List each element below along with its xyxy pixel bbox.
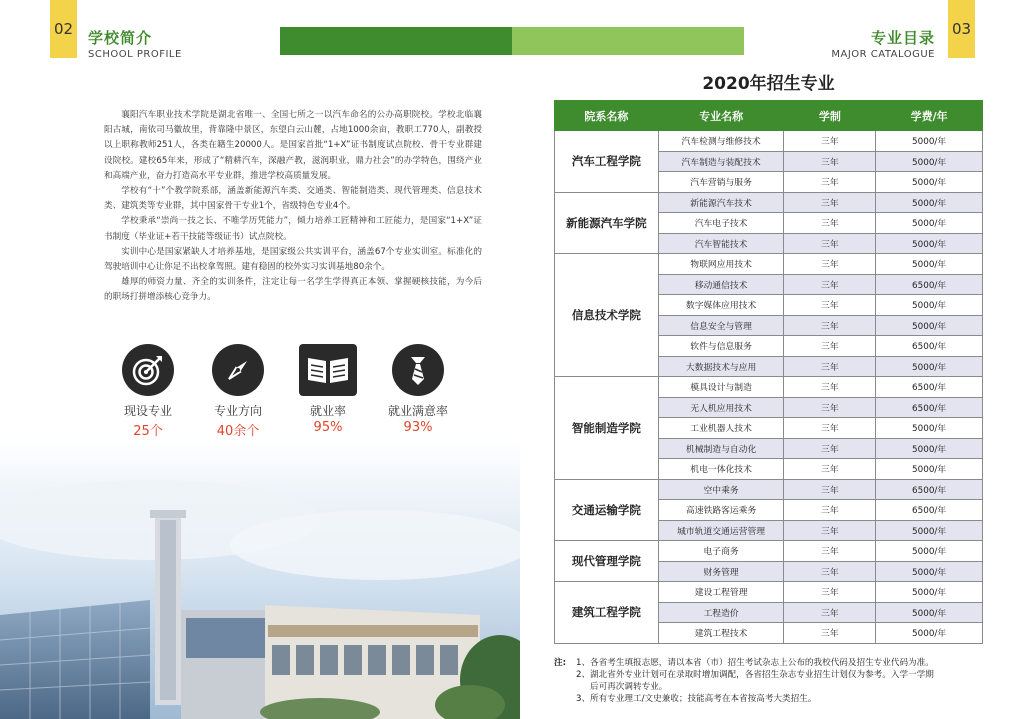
major-name-cell: 数字媒体应用技术 [658, 295, 784, 316]
duration-cell: 三年 [784, 561, 876, 582]
fee-cell: 5000/年 [876, 418, 983, 439]
stat-value: 93% [403, 420, 433, 435]
intro-paragraph: 雄厚的师资力量、齐全的实训条件，注定让每一名学生学得真正本领、掌握硬核技能，为今后的职场打拼增添核心竞争力。 [104, 277, 482, 303]
college-name-cell: 交通运输学院 [555, 479, 659, 541]
college-name-cell: 智能制造学院 [555, 377, 659, 480]
stat-value: 95% [313, 420, 343, 435]
footnote-label: 注: [554, 658, 567, 668]
table-row [555, 254, 983, 275]
major-name-cell: 工程造价 [658, 602, 784, 623]
campus-photo [0, 440, 520, 719]
major-name-cell: 模具设计与制造 [658, 377, 784, 398]
table-header-row [555, 101, 983, 131]
duration-cell: 三年 [784, 131, 876, 152]
major-name-cell: 机械制造与自动化 [658, 438, 784, 459]
section-title-cn: 学校简介 [88, 29, 153, 47]
stats-row [108, 344, 458, 439]
compass-icon [212, 344, 264, 396]
duration-cell: 三年 [784, 192, 876, 213]
fee-cell: 6500/年 [876, 479, 983, 500]
intro-paragraph: 实训中心是国家紧缺人才培养基地，是国家级公共实训平台，涵盖67个专业实训室。标准化的驾驶培训中心让你足不出校拿驾照。建有稳固的校外实习实训基地80余个。 [104, 246, 482, 273]
duration-cell: 三年 [784, 274, 876, 295]
college-name-cell: 汽车工程学院 [555, 131, 659, 193]
stat-satisfaction [378, 344, 458, 439]
table-row [555, 541, 983, 562]
intro-paragraph: 襄阳汽车职业技术学院是湖北省唯一、全国七所之一以汽车命名的公办高职院校。学校北临襄阳古城，南依司马徽故里，背靠隆中景区，东望白云山麓，占地1000余亩，教职工770人，副教授以上职称教师251人，各类在籍生20000人。是国家首批“1+X”证书制度试点院校、骨干专业群建设院校。建校65年来，形成了“精耕汽车，深融产教，滋润职业，鼎力社会”的办学特色，围绕产业和高端产业，奋力打造高水平专业群，推进学校高质量发展。 [104, 110, 482, 181]
table-row [555, 377, 983, 398]
major-name-cell: 软件与信息服务 [658, 336, 784, 357]
majors-table-body [555, 131, 983, 644]
fee-cell: 5000/年 [876, 315, 983, 336]
major-name-cell: 大数据技术与应用 [658, 356, 784, 377]
page-number-right: 03 [948, 0, 975, 58]
duration-cell: 三年 [784, 254, 876, 275]
duration-cell: 三年 [784, 356, 876, 377]
footnote-text: 3、所有专业理工/文史兼收；技能高考在本省按高考大类招生。 [576, 694, 817, 704]
footnote-text: 后可再次调转专业。 [590, 682, 668, 692]
col-header-major: 专业名称 [658, 101, 784, 131]
duration-cell: 三年 [784, 172, 876, 193]
fee-cell: 6500/年 [876, 336, 983, 357]
fee-cell: 6500/年 [876, 500, 983, 521]
footnote-text: 1、各省考生填报志愿，请以本省（市）招生考试杂志上公布的我校代码及招生专业代码为准。 [576, 658, 934, 668]
fee-cell: 5000/年 [876, 131, 983, 152]
table-row [555, 131, 983, 152]
page-number-left: 02 [50, 0, 77, 58]
header-bar-light [512, 27, 744, 55]
catalogue-title-en: MAJOR CATALOGUE [831, 49, 935, 60]
college-name-cell: 现代管理学院 [555, 541, 659, 582]
section-header-left [88, 27, 182, 60]
tie-icon [392, 344, 444, 396]
major-name-cell: 物联网应用技术 [658, 254, 784, 275]
header-bar-dark [280, 27, 512, 55]
college-name-cell: 新能源汽车学院 [555, 192, 659, 254]
target-icon [122, 344, 174, 396]
major-name-cell: 财务管理 [658, 561, 784, 582]
duration-cell: 三年 [784, 295, 876, 316]
footnote-text: 2、湖北省外专业计划可在录取时增加调配，各省招生杂志专业招生计划仅为参考。入学一学期 [576, 670, 934, 680]
stat-employment-rate [288, 344, 368, 439]
fee-cell: 5000/年 [876, 623, 983, 644]
fee-cell: 5000/年 [876, 254, 983, 275]
intro-paragraph: 学校秉承“崇尚一技之长、不唯学历凭能力”，倾力培养工匠精神和工匠能力，是国家“1+X”证书制度（毕业证+若干技能等级证书）试点院校。 [104, 216, 482, 242]
fee-cell: 6500/年 [876, 397, 983, 418]
duration-cell: 三年 [784, 213, 876, 234]
major-name-cell: 汽车营销与服务 [658, 172, 784, 193]
school-intro [104, 108, 482, 306]
catalogue-title-cn: 专业目录 [870, 29, 935, 47]
stat-label: 就业满意率 [387, 404, 448, 418]
fee-cell: 5000/年 [876, 582, 983, 603]
fee-cell: 5000/年 [876, 233, 983, 254]
duration-cell: 三年 [784, 336, 876, 357]
intro-paragraph: 学校有“十”个教学院系部，涵盖新能源汽车类、交通类、智能制造类、现代管理类、信息技术类、建筑类等专业群，其中国家骨干专业1个，省级特色专业4个。 [104, 186, 482, 212]
stat-majors [108, 344, 188, 439]
footnotes [554, 657, 994, 705]
major-name-cell: 移动通信技术 [658, 274, 784, 295]
major-name-cell: 建筑工程技术 [658, 623, 784, 644]
fee-cell: 6500/年 [876, 274, 983, 295]
fee-cell: 5000/年 [876, 541, 983, 562]
duration-cell: 三年 [784, 582, 876, 603]
section-title-en: SCHOOL PROFILE [88, 49, 182, 60]
duration-cell: 三年 [784, 377, 876, 398]
fee-cell: 5000/年 [876, 192, 983, 213]
fee-cell: 5000/年 [876, 172, 983, 193]
duration-cell: 三年 [784, 500, 876, 521]
fee-cell: 5000/年 [876, 151, 983, 172]
section-header-right [831, 27, 935, 60]
duration-cell: 三年 [784, 233, 876, 254]
college-name-cell: 建筑工程学院 [555, 582, 659, 644]
duration-cell: 三年 [784, 623, 876, 644]
duration-cell: 三年 [784, 479, 876, 500]
stat-value: 25个 [133, 424, 163, 439]
major-name-cell: 汽车制造与装配技术 [658, 151, 784, 172]
col-header-fee: 学费/年 [876, 101, 983, 131]
major-name-cell: 无人机应用技术 [658, 397, 784, 418]
majors-table [554, 100, 983, 644]
stat-directions [198, 344, 278, 439]
stat-label: 现设专业 [123, 404, 172, 418]
table-row [555, 192, 983, 213]
fee-cell: 5000/年 [876, 520, 983, 541]
fee-cell: 5000/年 [876, 602, 983, 623]
duration-cell: 三年 [784, 418, 876, 439]
fee-cell: 5000/年 [876, 213, 983, 234]
fee-cell: 5000/年 [876, 356, 983, 377]
fee-cell: 5000/年 [876, 295, 983, 316]
table-title: 2020年招生专业 [702, 74, 835, 94]
fee-cell: 5000/年 [876, 459, 983, 480]
col-header-college: 院系名称 [555, 101, 659, 131]
major-name-cell: 工业机器人技术 [658, 418, 784, 439]
fee-cell: 5000/年 [876, 561, 983, 582]
major-name-cell: 新能源汽车技术 [658, 192, 784, 213]
major-name-cell: 机电一体化技术 [658, 459, 784, 480]
duration-cell: 三年 [784, 315, 876, 336]
duration-cell: 三年 [784, 459, 876, 480]
stat-value: 40余个 [216, 424, 260, 439]
table-row [555, 582, 983, 603]
major-name-cell: 汽车电子技术 [658, 213, 784, 234]
stat-label: 专业方向 [213, 404, 262, 418]
major-name-cell: 城市轨道交通运营管理 [658, 520, 784, 541]
major-name-cell: 高速铁路客运乘务 [658, 500, 784, 521]
major-name-cell: 电子商务 [658, 541, 784, 562]
major-name-cell: 汽车检测与维修技术 [658, 131, 784, 152]
stat-label: 就业率 [309, 404, 346, 418]
duration-cell: 三年 [784, 151, 876, 172]
fee-cell: 5000/年 [876, 438, 983, 459]
major-name-cell: 汽车智能技术 [658, 233, 784, 254]
duration-cell: 三年 [784, 520, 876, 541]
fee-cell: 6500/年 [876, 377, 983, 398]
book-icon [299, 344, 357, 396]
major-name-cell: 信息安全与管理 [658, 315, 784, 336]
footnote-row [554, 657, 994, 669]
table-row [555, 479, 983, 500]
major-name-cell: 空中乘务 [658, 479, 784, 500]
duration-cell: 三年 [784, 438, 876, 459]
col-header-duration: 学制 [784, 101, 876, 131]
college-name-cell: 信息技术学院 [555, 254, 659, 377]
duration-cell: 三年 [784, 602, 876, 623]
major-name-cell: 建设工程管理 [658, 582, 784, 603]
duration-cell: 三年 [784, 397, 876, 418]
duration-cell: 三年 [784, 541, 876, 562]
